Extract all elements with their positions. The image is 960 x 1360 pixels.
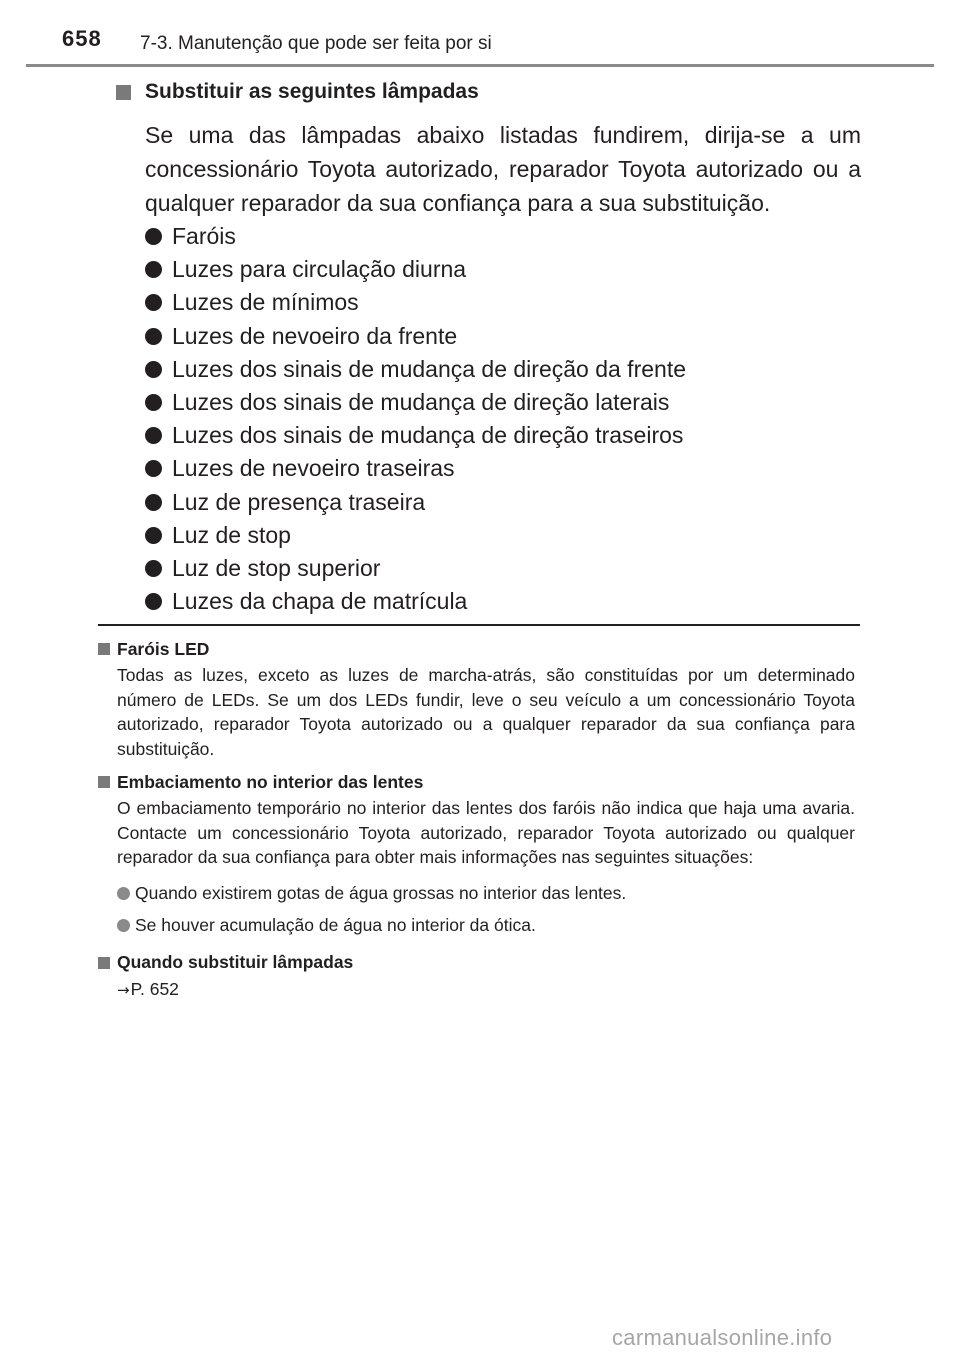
page-reference-link[interactable]: P. 652 [130, 978, 179, 999]
page-header [26, 26, 926, 66]
section-divider [98, 624, 860, 626]
bulb-list [116, 220, 861, 618]
chapter-title: 7-3. Manutenção que pode ser feita por si [140, 33, 492, 54]
page-reference [117, 977, 855, 1003]
list-item [145, 519, 861, 552]
list-item [145, 452, 861, 485]
note-body: O embaciamento temporário no interior das lentes dos faróis não indica que haja uma avaria. Contacte um concessionário Toyota autorizado, reparador Toyota autorizado ou qualquer reparador da sua confiança para obter mais informações nas seguintes situações: [117, 798, 855, 867]
bullet-icon [145, 228, 162, 245]
square-bullet-icon [98, 776, 110, 788]
note-replace-bulbs [98, 950, 855, 1003]
bullet-icon [117, 887, 130, 900]
list-item-text: Se houver acumulação de água no interior da ótica. [135, 915, 536, 935]
note-heading [98, 950, 855, 976]
square-bullet-icon [98, 643, 110, 655]
page-number: 658 [62, 26, 102, 51]
section-heading-text: Substituir as seguintes lâmpadas [145, 80, 479, 103]
list-item-text: Luzes dos sinais de mudança de direção da frente [172, 355, 686, 382]
bullet-icon [145, 593, 162, 610]
section-heading [116, 76, 861, 108]
bullet-icon [145, 560, 162, 577]
bullet-icon [145, 294, 162, 311]
square-bullet-icon [116, 85, 131, 100]
list-item [145, 552, 861, 585]
bullet-icon [145, 494, 162, 511]
note-bullet-list [117, 878, 855, 942]
note-condensation [98, 769, 855, 942]
list-item [145, 286, 861, 319]
list-item [145, 486, 861, 519]
list-item-text: Luz de stop [172, 521, 291, 548]
note-heading-text: Faróis LED [117, 638, 210, 659]
bullet-icon [145, 328, 162, 345]
list-item-text: Faróis [172, 223, 236, 250]
list-item-text: Quando existirem gotas de água grossas no interior das lentes. [135, 883, 627, 903]
list-item [145, 353, 861, 386]
bullet-icon [145, 427, 162, 444]
bullet-icon [145, 361, 162, 378]
list-item [117, 878, 855, 910]
bullet-icon [145, 394, 162, 411]
replace-bulbs-section [116, 76, 861, 618]
list-item-text: Luzes de nevoeiro traseiras [172, 455, 455, 482]
list-item [145, 419, 861, 452]
notes-section [98, 636, 855, 1010]
bullet-icon [117, 919, 130, 932]
list-item-text: Luzes para circulação diurna [172, 256, 467, 283]
note-heading-text: Embaciamento no interior das lentes [117, 771, 424, 792]
list-item [145, 220, 861, 253]
list-item-text: Luzes dos sinais de mudança de direção traseiros [172, 422, 684, 449]
header-rule [26, 64, 934, 67]
list-item-text: Luzes dos sinais de mudança de direção laterais [172, 389, 670, 416]
list-item-text: Luz de stop superior [172, 554, 381, 581]
list-item-text: Luzes da chapa de matrícula [172, 588, 468, 615]
list-item [145, 386, 861, 419]
square-bullet-icon [98, 957, 110, 969]
note-heading [98, 769, 855, 795]
note-heading [98, 636, 855, 662]
bullet-icon [145, 460, 162, 477]
list-item [145, 320, 861, 353]
list-item [145, 253, 861, 286]
note-led-headlights [98, 636, 855, 761]
list-item [117, 910, 855, 942]
list-item-text: Luzes de mínimos [172, 289, 359, 316]
bullet-icon [145, 261, 162, 278]
list-item-text: Luz de presença traseira [172, 488, 426, 515]
note-heading-text: Quando substituir lâmpadas [117, 952, 354, 972]
list-item [145, 585, 861, 618]
list-item-text: Luzes de nevoeiro da frente [172, 322, 458, 349]
arrow-right-icon: → [117, 980, 130, 999]
bullet-icon [145, 527, 162, 544]
intro-paragraph: Se uma das lâmpadas abaixo listadas fundirem, dirija-se a um concessionário Toyota autorizado, reparador Toyota autorizado ou a qualquer reparador da sua confiança para a sua substituição. [145, 122, 861, 216]
note-body: Todas as luzes, exceto as luzes de marcha-atrás, são constituídas por um determinado número de LEDs. Se um dos LEDs fundir, leve o seu veículo a um concessionário Toyota autorizado, reparador Toyota autorizado ou a qualquer reparador da sua confiança para substituição. [117, 665, 855, 759]
watermark: carmanualsonline.info [612, 1325, 833, 1350]
